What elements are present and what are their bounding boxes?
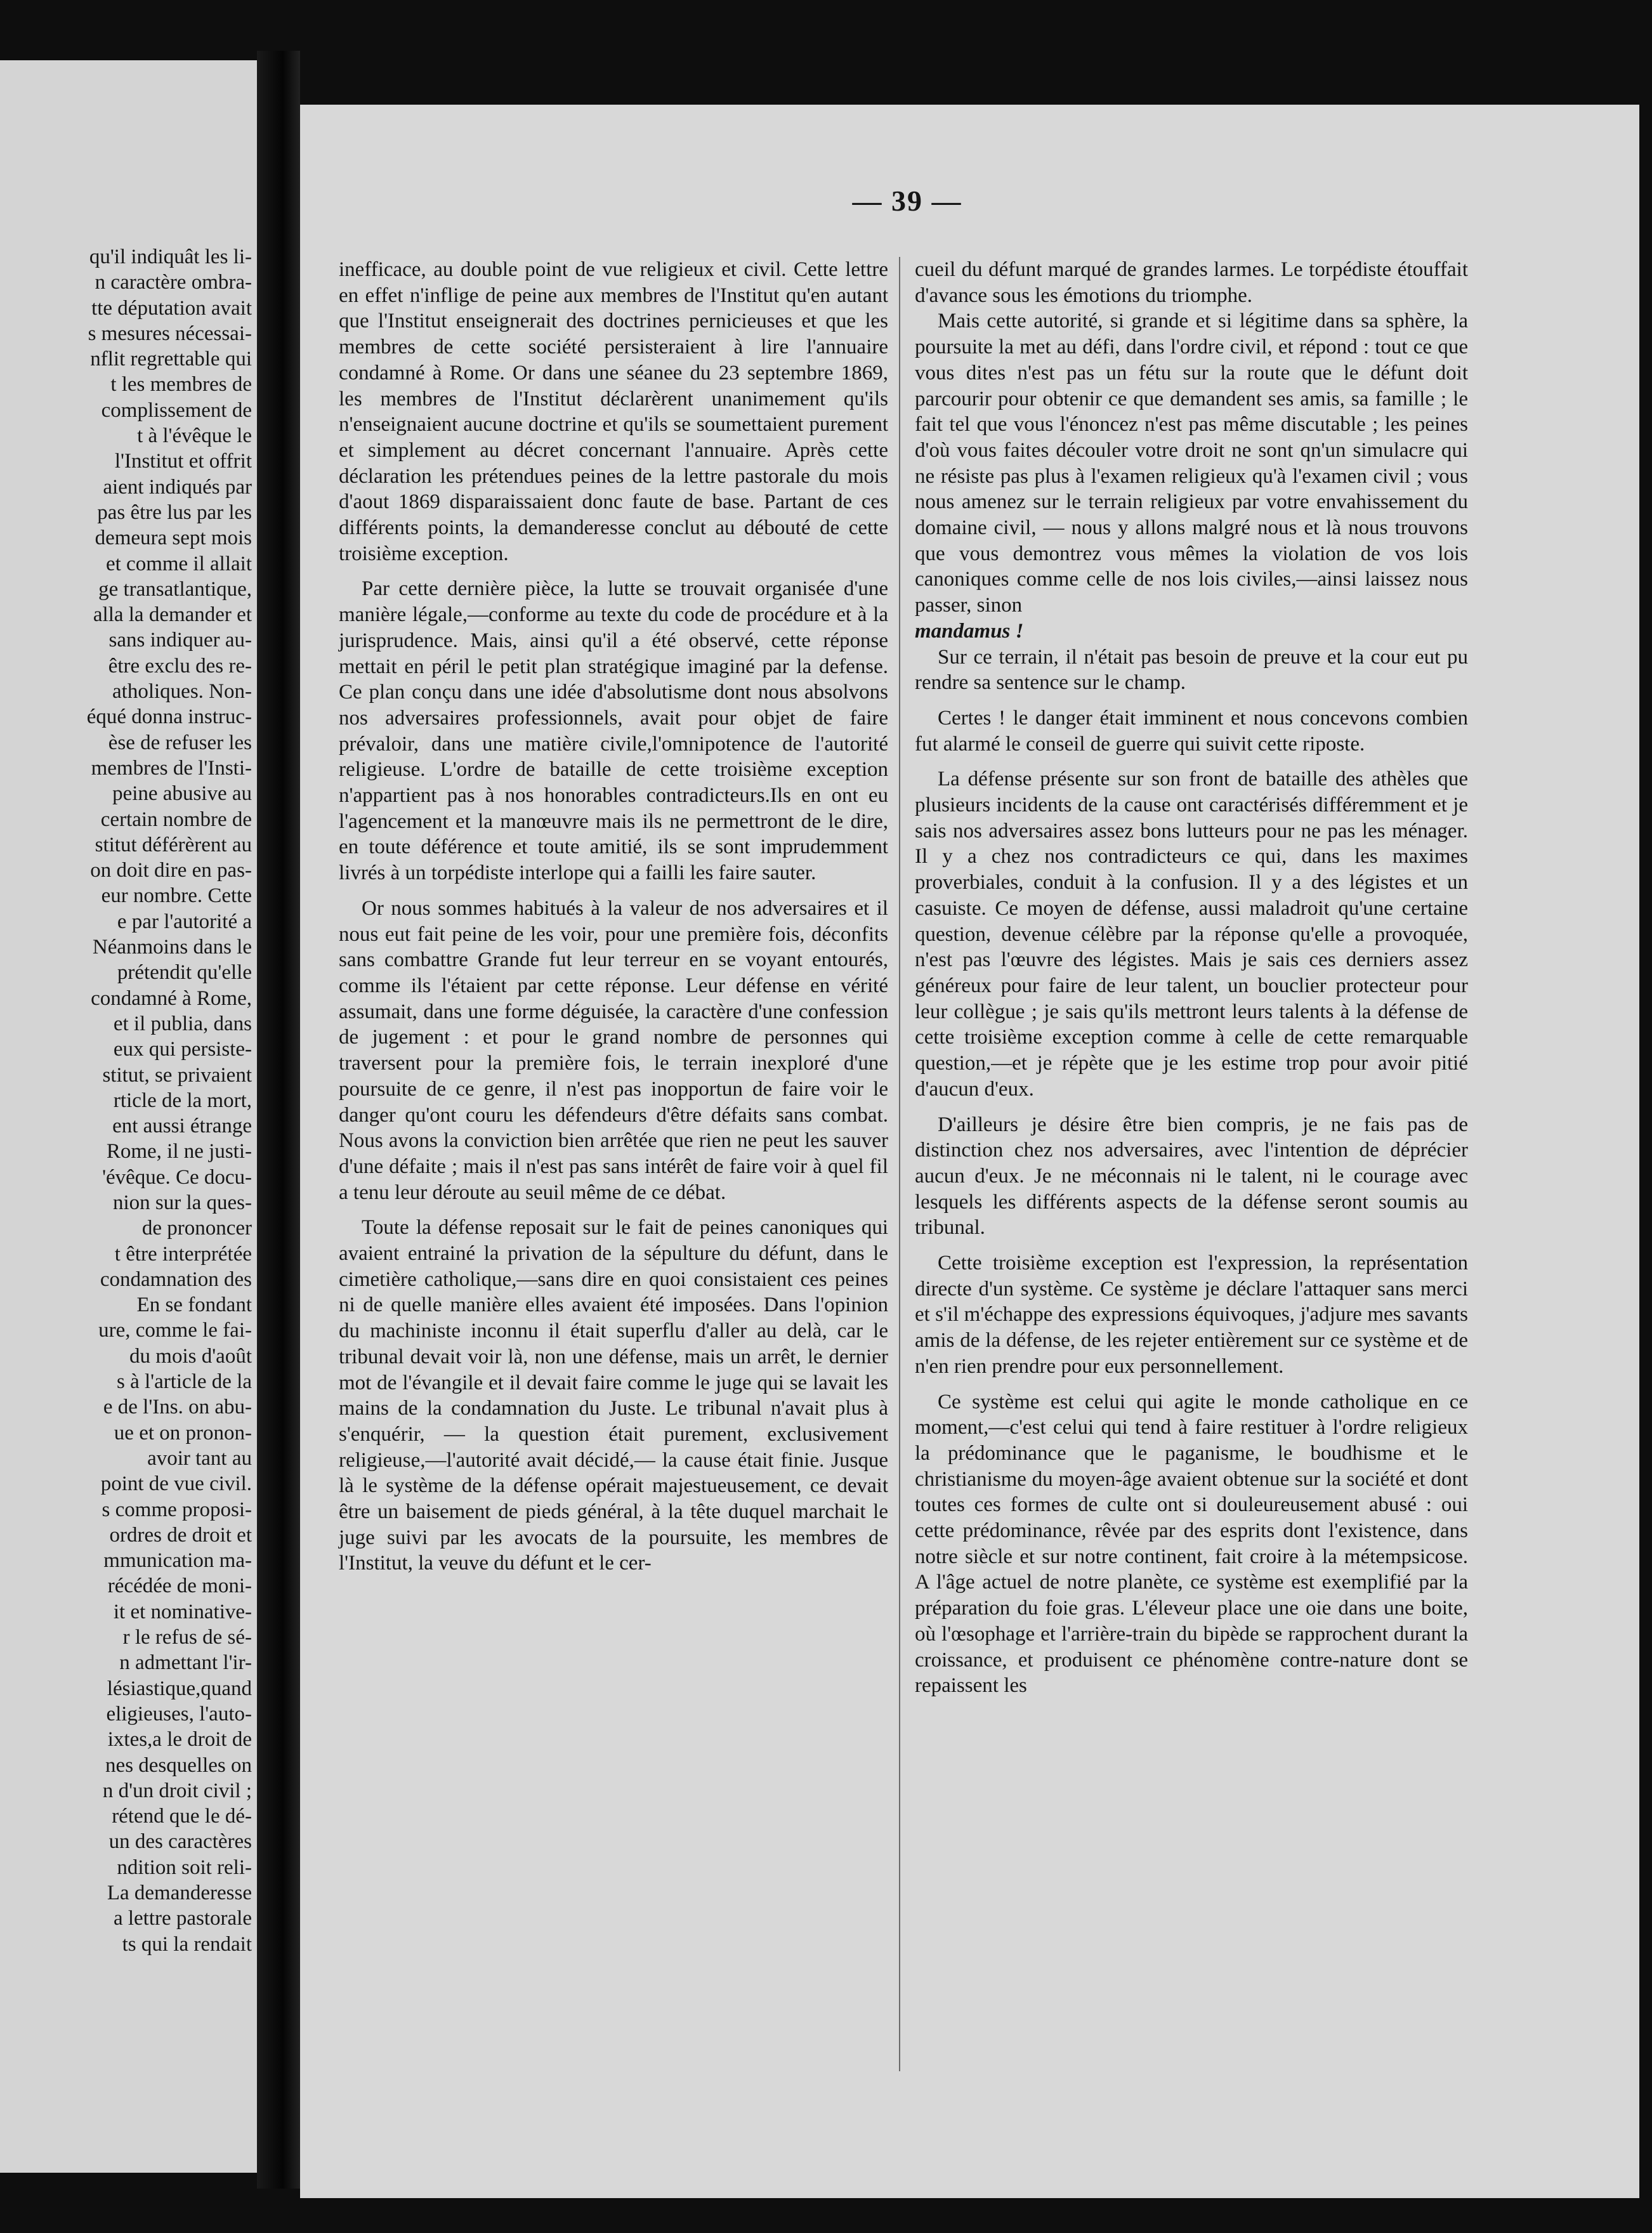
- text-line: ge transatlantique,: [98, 577, 252, 601]
- text-line: Néanmoins dans le: [92, 936, 252, 959]
- text-line: nes desquelles on: [105, 1753, 252, 1777]
- paragraph: Ce système est celui qui agite le monde catholique en ce moment,—c'est celui qui tend à faire restituer à l'ordre religieux la prédominance que le paganisme, le boudhisme et le christianisme du moyen-âge avaient obtenue sur la société et dont toutes ces formes de culte ont si douleureusement abusé : oui cette prédominance, rêvée par des esprits dont l'existence, dans notre siècle et sur notre continent, fait croire à la métempsicose. A l'âge actuel de notre planète, ce système est exemplifié par la préparation du foie gras. L'éleveur place une oie dans une boite, où l'œsophage et l'arrière-train du bipède se rapprochent durant la croissance, et produisent ce phénomène contre-nature dont se repaissent les: [915, 1390, 1468, 1698]
- previous-page-text: [87, 244, 252, 1957]
- text-line: rticle de la mort,: [113, 1089, 252, 1112]
- text-line: En se fondant: [136, 1293, 252, 1317]
- text-line: peine abusive au: [112, 782, 252, 806]
- paragraph: Certes ! le danger était imminent et nous concevons combien fut alarmé le conseil de guerre qui suivit cette riposte.: [915, 706, 1468, 756]
- text-line: s comme proposi-: [102, 1498, 252, 1521]
- text-line: t être interprétée: [114, 1242, 252, 1266]
- paragraph: cueil du défunt marqué de grandes larmes. Le torpédiste étouffait d'avance sous les émotions du triomphe.: [915, 258, 1468, 307]
- text-line: un des caractères: [108, 1830, 252, 1854]
- text-line: e de l'Ins. on abu-: [103, 1396, 252, 1419]
- text-line: ordres de droit et: [109, 1523, 252, 1547]
- text-line: ue et on pronon-: [114, 1421, 252, 1444]
- text-line: et comme il allait: [105, 552, 252, 575]
- text-line: nion sur la ques-: [112, 1191, 252, 1214]
- text-column-right: [915, 257, 1468, 1699]
- text-line: Rome, il ne justi-: [106, 1140, 252, 1163]
- text-line: aient indiqués par: [103, 475, 252, 499]
- page-number: — 39 —: [852, 185, 962, 217]
- text-line: stitut, se privaient: [102, 1063, 252, 1087]
- text-line: tte députation avait: [91, 296, 252, 320]
- text-line: condamné à Rome,: [91, 986, 252, 1010]
- text-line: eux qui persiste-: [113, 1038, 252, 1061]
- paragraph: Par cette dernière pièce, la lutte se trouvait organisée d'une manière légale,—conforme au texte du code de procédure et à la jurisprudence. Mais, ainsi qu'il a été observé, cette réponse mettait en péril le petit plan stratégique imaginé par la defense. Ce plan conçu dans une idée d'absolutisme dont nous absolvons nos adversaires professionnels, avait pour objet de faire prévaloir, dans une matière civile,l'omnipotence de l'autorité religieuse. L'ordre de bataille de cette troisième exception n'appartient pas à nos honorables contradicteurs.Ils en ont eu l'agencement et la manœuvre mais ils ne permettront de le dire, en toute déférence et toute amitié, ils se sont imprudemment livrés à un torpédiste interlope qui a failli les faire sauter.: [339, 577, 888, 885]
- text-line: alla la demander et: [93, 603, 252, 627]
- book-gutter: [257, 51, 300, 2189]
- paragraph: Sur ce terrain, il n'était pas besoin de preuve et la cour eut pu rendre sa sentence sur le champ.: [915, 645, 1468, 695]
- text-line: La demanderesse: [107, 1882, 252, 1904]
- text-line: ure, comme le fai-: [98, 1319, 252, 1342]
- text-line: ts qui la rendait: [122, 1932, 252, 1956]
- paragraph: La défense présente sur son front de bataille des athèles que plusieurs incidents de la cause ont caractérisés différemment et je sais nos adversaires assez bons lutteurs pour ne pas les ménager. Il y a chez nos contradicteurs ce qui, dans les maximes proverbiales, conduit à la confusion. Il y a des légistes et un casuiste. Ce moyen de défense, aussi maladroit qu'une certaine question, devenue célèbre par la réponse qu'elle a provoquée, n'est pas l'œuvre des légistes. Mais je sais ces derniers assez généreux pour faire de leur talent, un bouclier protecteur pour leur collègue ; je sais qu'ils mettront leurs talents à la défense de cette troisième exception comme à celle de cette remarquable question,—et je répète que je les estime trop pour avoir pitié d'aucun d'eux.: [915, 768, 1468, 1101]
- text-line: sans indiquer au-: [108, 629, 252, 652]
- paragraph: Mais cette autorité, si grande et si légitime dans sa sphère, la poursuite la met au défi, dans l'ordre civil, et répond : tout ce que vous dites n'est pas un fétu sur la route que le défunt doit parcourir pour obtenir ce que demandent ses amis, sa famille ; le fait tel que vous l'énoncez n'est pas même discutable ; les peines d'où vous faites découler votre droit ne sont qn'un simulacre qui ne résiste pas plus à l'examen religieux qu'à l'examen civil ; vous nous amenez sur le terrain religieux par votre envahissement du domaine civil, — nous y allons malgré nous et là nous trouvons que vous demontrez vous mêmes la violation de vos lois canoniques comme celle de nos lois civiles,—ainsi laissez nous passer, sinon: [915, 310, 1468, 617]
- text-column-left: [339, 257, 888, 1576]
- text-line: complissement de: [101, 398, 252, 422]
- text-line: l'Institut et offrit: [114, 450, 252, 473]
- text-line: t les membres de: [110, 373, 252, 396]
- text-line: et il publia, dans: [113, 1012, 252, 1035]
- paragraph: inefficace, au double point de vue religieux et civil. Cette lettre en effet n'inflige de peine aux membres de l'Institut qu'en autant que l'Institut enseignerait des doctrines pernicieuses et que les membres de cette société persisteraient à lire l'annuaire condamné à Rome. Or dans une séanee du 23 septembre 1869, les membres de l'Institut déclarèrent unanimement qu'ils n'enseignaient aucune doctrine et qu'ils se soumettaient purement et simplement au décret concernant l'annuaire. Après cette déclaration les prétendues peines de la lettre pastorale du mois d'aout 1869 disparaissaient donc faute de base. Partant de ces différents points, la demanderesse conclut au débouté de cette troisième exception.: [339, 258, 888, 565]
- text-line: a lettre pastorale: [113, 1907, 252, 1930]
- text-line: it et nominative-: [113, 1600, 252, 1623]
- text-line: certain nombre de: [100, 808, 252, 831]
- text-line: s à l'article de la: [116, 1370, 252, 1394]
- text-line: s mesures nécessai-: [88, 322, 252, 345]
- text-line: condamnation des: [100, 1267, 252, 1291]
- text-line: récédée de moni-: [107, 1575, 252, 1598]
- text-line: ent aussi étrange: [112, 1115, 252, 1138]
- text-line: stitut déférèrent au: [95, 833, 252, 856]
- text-line: eur nombre. Cette: [101, 884, 252, 908]
- previous-page-fragment: [0, 60, 257, 2173]
- text-line: 'évêque. Ce docu-: [102, 1165, 252, 1189]
- paragraph: D'ailleurs je désire être bien compris, je ne fais pas de distinction chez nos adversaires, avec l'intention de déprécier aucun d'eux. Je ne méconnais ni le talent, ni le courage avec lesquels les différents aspects de la défense seront soumis au tribunal.: [915, 1113, 1468, 1240]
- text-line: ndition soit reli-: [117, 1856, 252, 1879]
- paragraph-end-italic: [915, 619, 1468, 645]
- italic-term: mandamus !: [915, 619, 1024, 643]
- text-line: on doit dire en pas-: [90, 859, 252, 882]
- text-line: être exclu des re-: [108, 654, 252, 678]
- text-line: de prononcer: [141, 1217, 252, 1240]
- paragraph: Cette troisième exception est l'expression, la représentation directe d'un système. Ce système je déclare l'attaquer sans merci et s'il m'échappe des expressions équivoques, j'adjure mes savants amis de la défense, de les rejeter entièrement sur ce système et de n'en rien prendre pour eux personnellement.: [915, 1252, 1468, 1378]
- text-line: rétend que le dé-: [112, 1805, 252, 1828]
- text-line: n d'un droit civil ;: [102, 1779, 252, 1802]
- text-line: èse de refuser les: [108, 731, 252, 754]
- text-line: pas être lus par les: [97, 501, 252, 524]
- text-line: mmunication ma-: [103, 1549, 252, 1573]
- text-line: n admettant l'ir-: [119, 1651, 252, 1675]
- text-line: membres de l'Insti-: [91, 756, 252, 780]
- text-line: point de vue civil.: [100, 1472, 252, 1496]
- text-line: nflit regrettable qui: [90, 348, 252, 371]
- text-line: n caractère ombra-: [95, 271, 252, 294]
- text-line: ixtes,a le droit de: [107, 1728, 252, 1752]
- text-line: eligieuses, l'auto-: [106, 1702, 252, 1726]
- text-line: demeura sept mois: [95, 527, 252, 550]
- column-divider: [899, 257, 900, 2071]
- text-line: atholiques. Non-: [112, 680, 252, 704]
- text-line: avoir tant au: [147, 1446, 252, 1470]
- text-line: du mois d'août: [129, 1344, 252, 1368]
- text-line: e par l'autorité a: [117, 910, 252, 933]
- paragraph: Toute la défense reposait sur le fait de peines canoniques qui avaient entrainé la privation de la sépulture du défunt, dans le cimetière catholique,—sans dire en quoi consistaient ces peines ni de quelle manière elles avaient été imposées. Dans l'opinion du machiniste inconnu il était superflu d'aller au delà, car le tribunal devait voir là, non une défense, mais un arrêt, le dernier mot de l'évangile et il devait faire comme le juge qui se lavait les mains de la condamnation du Juste. Le tribunal n'avait plus à s'enquérir, — la question était purement, exclusivement religieuse,—l'autorité avait décidé,— la cause était finie. Jusque là le système de la défense opérait majestueusement, ce devait être un baisement de pieds général, à la tête duquel marchait le juge suivi par les avocats de la poursuite, les membres de l'Institut, la veuve du défunt et le cer-: [339, 1216, 888, 1575]
- text-line: r le refus de sé-: [122, 1626, 252, 1649]
- text-line: équé donna instruc-: [86, 705, 252, 729]
- paragraph: Or nous sommes habitués à la valeur de nos adversaires et il nous eut fait peine de les voir, pour une première fois, déconfits sans combattre Grande fut leur terreur en se voyant entourés, comme ils l'étaient par cette réponse. Leur défense en vérité assumait, dans une forme déguisée, la caractère d'une confession de jugement : et pour le grand nombre de personnes qui traversent pour la première fois, le terrain inexploré d'une poursuite de ce genre, il n'est pas inopportun de faire voir le danger qu'ont couru les défendeurs d'être défaits sans combat. Nous avons la conviction bien arrêtée que rien ne peut les sauver d'une défaite ; mais il n'est pas sans intérêt de faire voir à quel fil a tenu leur déroute au seuil même de ce débat.: [339, 896, 888, 1204]
- text-line: t à l'évêque le: [137, 424, 252, 448]
- text-line: lésiastique,quand: [107, 1677, 252, 1700]
- text-line: prétendit qu'elle: [117, 961, 252, 985]
- text-line: qu'il indiquât les li-: [89, 246, 252, 268]
